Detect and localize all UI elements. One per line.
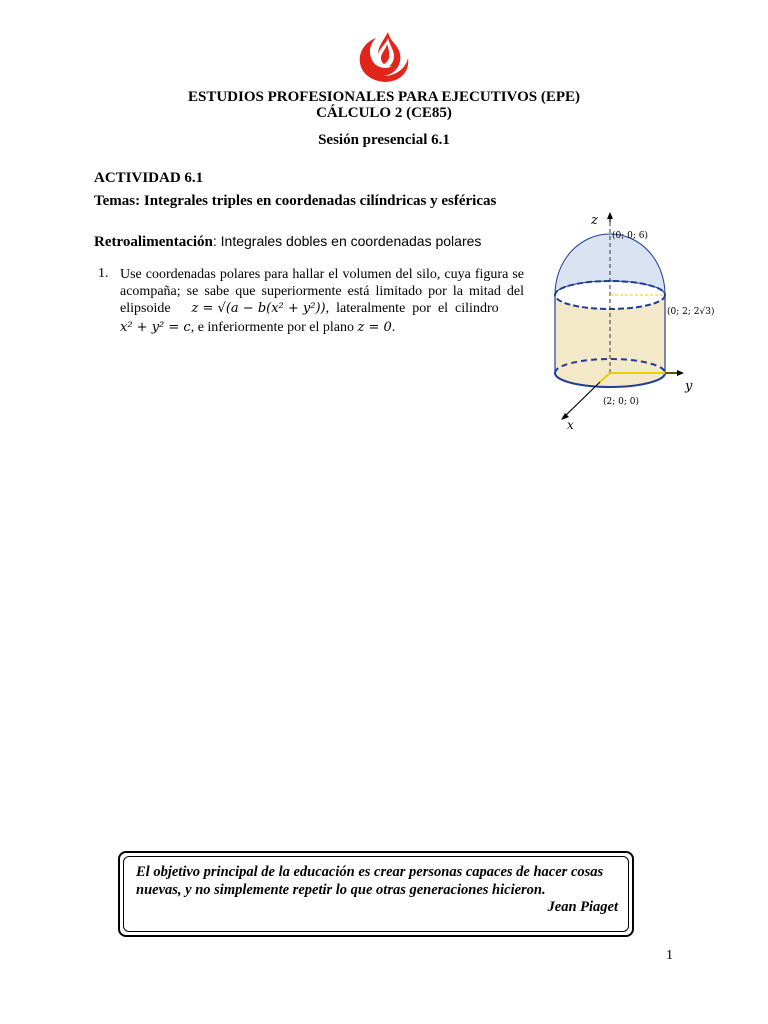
- problem-text-line: [120, 319, 524, 336]
- y-axis-label: y: [685, 379, 693, 394]
- x-axis-label: x: [567, 418, 574, 432]
- page-number: 1: [666, 948, 673, 963]
- silo-figure: [540, 210, 715, 435]
- quote-box: [118, 851, 634, 937]
- problem-text: , e inferiormente por el plano: [190, 320, 354, 335]
- feedback-text: : Integrales dobles en coordenadas polares: [212, 233, 482, 249]
- problem-text-line: acompaña; se sabe que superiormente está limitado por la mitad del: [120, 284, 524, 299]
- cylinder-equation: x² + y² = c: [120, 320, 191, 335]
- header-course-title: CÁLCULO 2 (CE85): [316, 105, 452, 121]
- problem-text: , lateralmente por el cilindro: [325, 301, 499, 316]
- university-logo: [354, 28, 414, 84]
- x-axis: [564, 382, 600, 417]
- y-arrow-icon: [677, 370, 684, 376]
- feedback-label: Retroalimentación: [94, 234, 213, 250]
- plane-equation: z = 0: [357, 320, 392, 335]
- problem-text-line: [120, 300, 524, 317]
- problem-text-line: Use coordenadas polares para hallar el volumen del silo, cuya figura se: [120, 267, 524, 282]
- ellipsoid-equation: z = √(a − b(x² + y²)): [191, 301, 326, 316]
- z-arrow-icon: [607, 212, 613, 219]
- problem-text: elipsoide: [120, 301, 171, 316]
- feedback-line: [94, 233, 481, 251]
- top-point-label: (0; 0; 6): [612, 231, 648, 241]
- problem-text: .: [391, 320, 396, 335]
- activity-title: ACTIVIDAD 6.1: [94, 170, 204, 186]
- quote-author: Jean Piaget: [547, 899, 618, 915]
- z-axis-label: z: [591, 213, 598, 228]
- topics-line: Temas: Integrales triples en coordenadas cilíndricas y esféricas: [94, 193, 497, 209]
- header-session-title: Sesión presencial 6.1: [318, 132, 450, 148]
- side-point-label: (0; 2; 2√3): [667, 307, 715, 317]
- base-point-label: (2; 0; 0): [603, 397, 639, 407]
- quote-text: El objetivo principal de la educación es crear personas capaces de hacer cosas nuevas, y no simplemente repetir lo que otras generaciones hicieron.: [136, 864, 604, 898]
- problem-number: 1.: [98, 266, 109, 281]
- header-program-title: ESTUDIOS PROFESIONALES PARA EJECUTIVOS (EPE): [188, 89, 580, 105]
